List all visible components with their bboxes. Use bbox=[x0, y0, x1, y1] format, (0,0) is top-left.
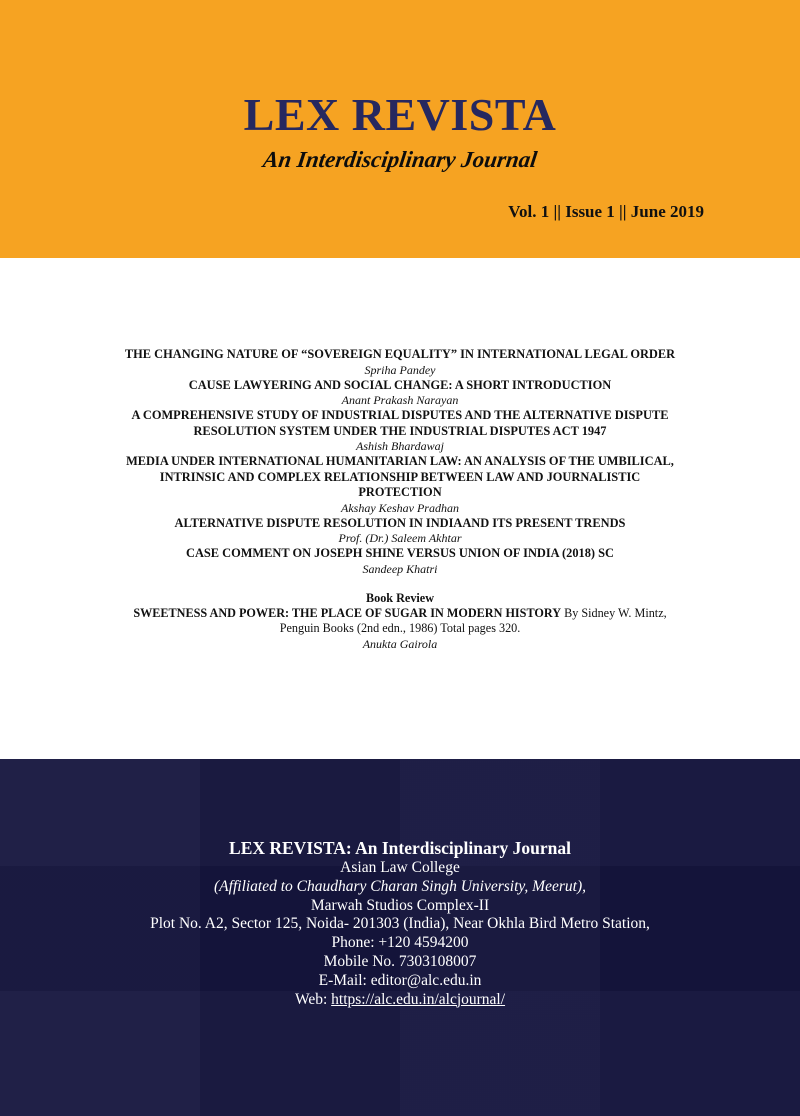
complex-name: Marwah Studios Complex-II bbox=[310, 896, 490, 914]
book-review-publication: Penguin Books (2nd edn., 1986) Total pages 320. bbox=[279, 621, 521, 635]
footer-journal-name: LEX REVISTA: An Interdisciplinary Journal bbox=[229, 838, 571, 858]
book-review-heading: Book Review bbox=[365, 590, 435, 605]
affiliation: (Affiliated to Chaudhary Charan Singh University, Meerut), bbox=[214, 877, 586, 895]
article-title-line: A COMPREHENSIVE STUDY OF INDUSTRIAL DISPUTES AND THE ALTERNATIVE DISPUTE bbox=[131, 408, 669, 422]
mobile: Mobile No. 7303108007 bbox=[323, 952, 477, 970]
book-review-line-1 bbox=[60, 606, 740, 622]
article-2 bbox=[60, 378, 740, 409]
article-author: Prof. (Dr.) Saleem Akhtar bbox=[338, 531, 462, 545]
issue-info: Vol. 1 || Issue 1 || June 2019 bbox=[508, 202, 704, 221]
article-title-line: INTRINSIC AND COMPLEX RELATIONSHIP BETWEEN LAW AND JOURNALISTIC bbox=[159, 469, 641, 484]
article-author: Spriha Pandey bbox=[364, 362, 436, 377]
book-reviewer: Anukta Gairola bbox=[362, 636, 438, 651]
phone: Phone: +120 4594200 bbox=[331, 934, 469, 952]
web-line bbox=[0, 991, 800, 1010]
college-name: Asian Law College bbox=[340, 859, 460, 876]
article-title-line: RESOLUTION SYSTEM UNDER THE INDUSTRIAL DISPUTES ACT 1947 bbox=[193, 423, 607, 438]
address: Plot No. A2, Sector 125, Noida- 201303 (India), Near Okhla Bird Metro Station, bbox=[150, 915, 650, 933]
article-author: Ashish Bhardawaj bbox=[356, 439, 444, 453]
article-3 bbox=[60, 408, 740, 454]
article-5 bbox=[60, 516, 740, 547]
table-of-contents bbox=[60, 347, 740, 652]
article-author: Anant Prakash Narayan bbox=[341, 393, 459, 407]
article-title-line: MEDIA UNDER INTERNATIONAL HUMANITARIAN LAW: AN ANALYSIS OF THE UMBILICAL, bbox=[126, 454, 674, 468]
article-title: CASE COMMENT ON JOSEPH SHINE VERSUS UNION OF INDIA (2018) SC bbox=[186, 546, 614, 560]
email: E-Mail: editor@alc.edu.in bbox=[318, 971, 482, 989]
journal-subtitle: An Interdisciplinary Journal bbox=[261, 147, 539, 172]
article-1 bbox=[60, 347, 740, 378]
web-label: Web: bbox=[294, 990, 332, 1008]
book-review-title: SWEETNESS AND POWER: THE PLACE OF SUGAR IN MODERN HISTORY bbox=[133, 605, 562, 620]
article-author: Akshay Keshav Pradhan bbox=[341, 500, 459, 515]
header-band bbox=[0, 0, 800, 258]
article-title-line: PROTECTION bbox=[358, 485, 442, 499]
article-title: ALTERNATIVE DISPUTE RESOLUTION IN INDIAAND ITS PRESENT TRENDS bbox=[174, 515, 626, 530]
article-4 bbox=[60, 454, 740, 516]
article-6 bbox=[60, 546, 740, 577]
article-author: Sandeep Khatri bbox=[362, 561, 438, 576]
website-link[interactable]: https://alc.edu.in/alcjournal/ bbox=[331, 990, 506, 1008]
contact-block bbox=[0, 838, 800, 1009]
book-review-author: By Sidney W. Mintz, bbox=[561, 605, 667, 620]
article-title: CAUSE LAWYERING AND SOCIAL CHANGE: A SHORT INTRODUCTION bbox=[188, 377, 612, 392]
article-title: THE CHANGING NATURE OF “SOVEREIGN EQUALITY” IN INTERNATIONAL LEGAL ORDER bbox=[124, 347, 676, 361]
journal-title: LEX REVISTA bbox=[243, 89, 557, 140]
